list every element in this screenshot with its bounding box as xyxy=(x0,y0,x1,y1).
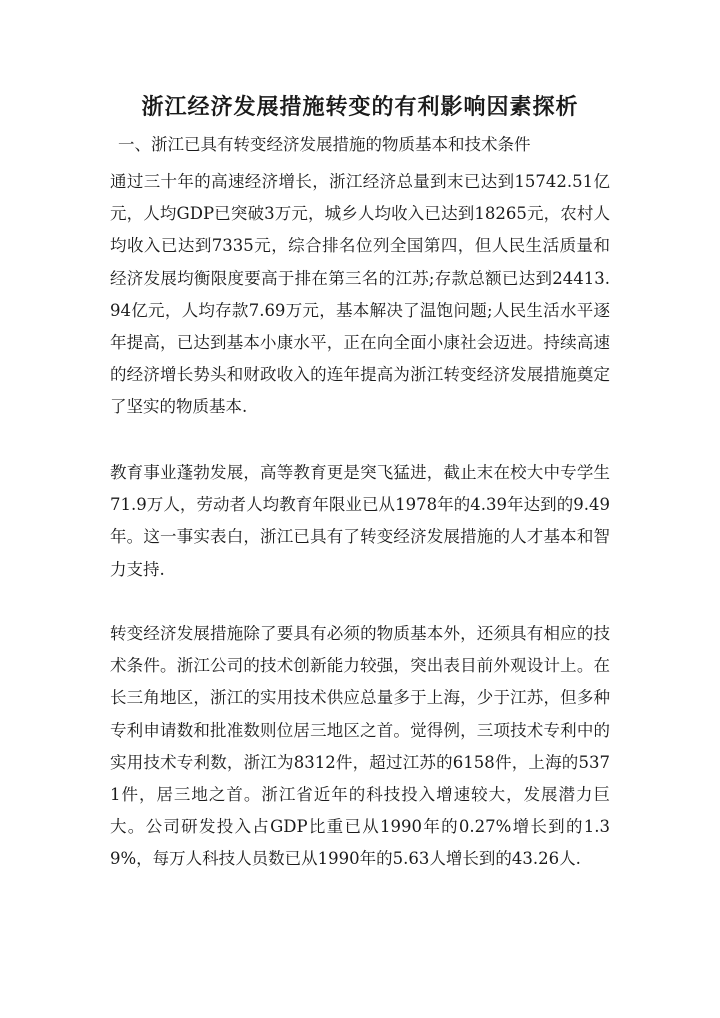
document-title: 浙江经济发展措施转变的有利影响因素探析 xyxy=(141,94,579,120)
paragraph-economy: 通过三十年的高速经济增长，浙江经济总量到末已达到15742.51亿元，人均GDP已突破3万元，城乡人均收入已达到18265元，农村人均收入已达到7335元，综合排名位列全国第四，但人民生活质量和经济发展均衡限度要高于排在第三名的江苏;存款总额已达到24413.94亿元，人均存款7.69万元，基本解决了温饱问题;人民生活水平逐年提高，已达到基本小康水平，正在向全面小康社会迈进。持续高速的经济增长势头和财政收入的连年提高为浙江转变经济发展措施奠定了坚实的物质基本. xyxy=(110,172,610,417)
section-heading: 一、浙江已具有转变经济发展措施的物质基本和技术条件 xyxy=(118,135,531,154)
paragraph-technology: 转变经济发展措施除了要具有必须的物质基本外，还须具有相应的技术条件。浙江公司的技术创新能力较强，突出表目前外观设计上。在长三角地区，浙江的实用技术供应总量多于上海，少于江苏，但多种专利申请数和批准数则位居三地区之首。觉得例，三项技术专利中的实用技术专利数，浙江为8312件，超过江苏的6158件，上海的5371件，居三地之首。浙江省近年的科技投入增速较大，发展潜力巨大。公司研发投入占GDP比重已从1990年的0.27%增长到的1.39%，每万人科技人员数已从1990年的5.63人增长到的43.26人. xyxy=(110,624,610,869)
paragraph-education: 教育事业蓬勃发展，高等教育更是突飞猛进，截止末在校大中专学生71.9万人，劳动者人均教育年限业已从1978年的4.39年达到的9.49年。这一事实表白，浙江已具有了转变经济发展措施的人才基本和智力支持. xyxy=(110,463,610,579)
